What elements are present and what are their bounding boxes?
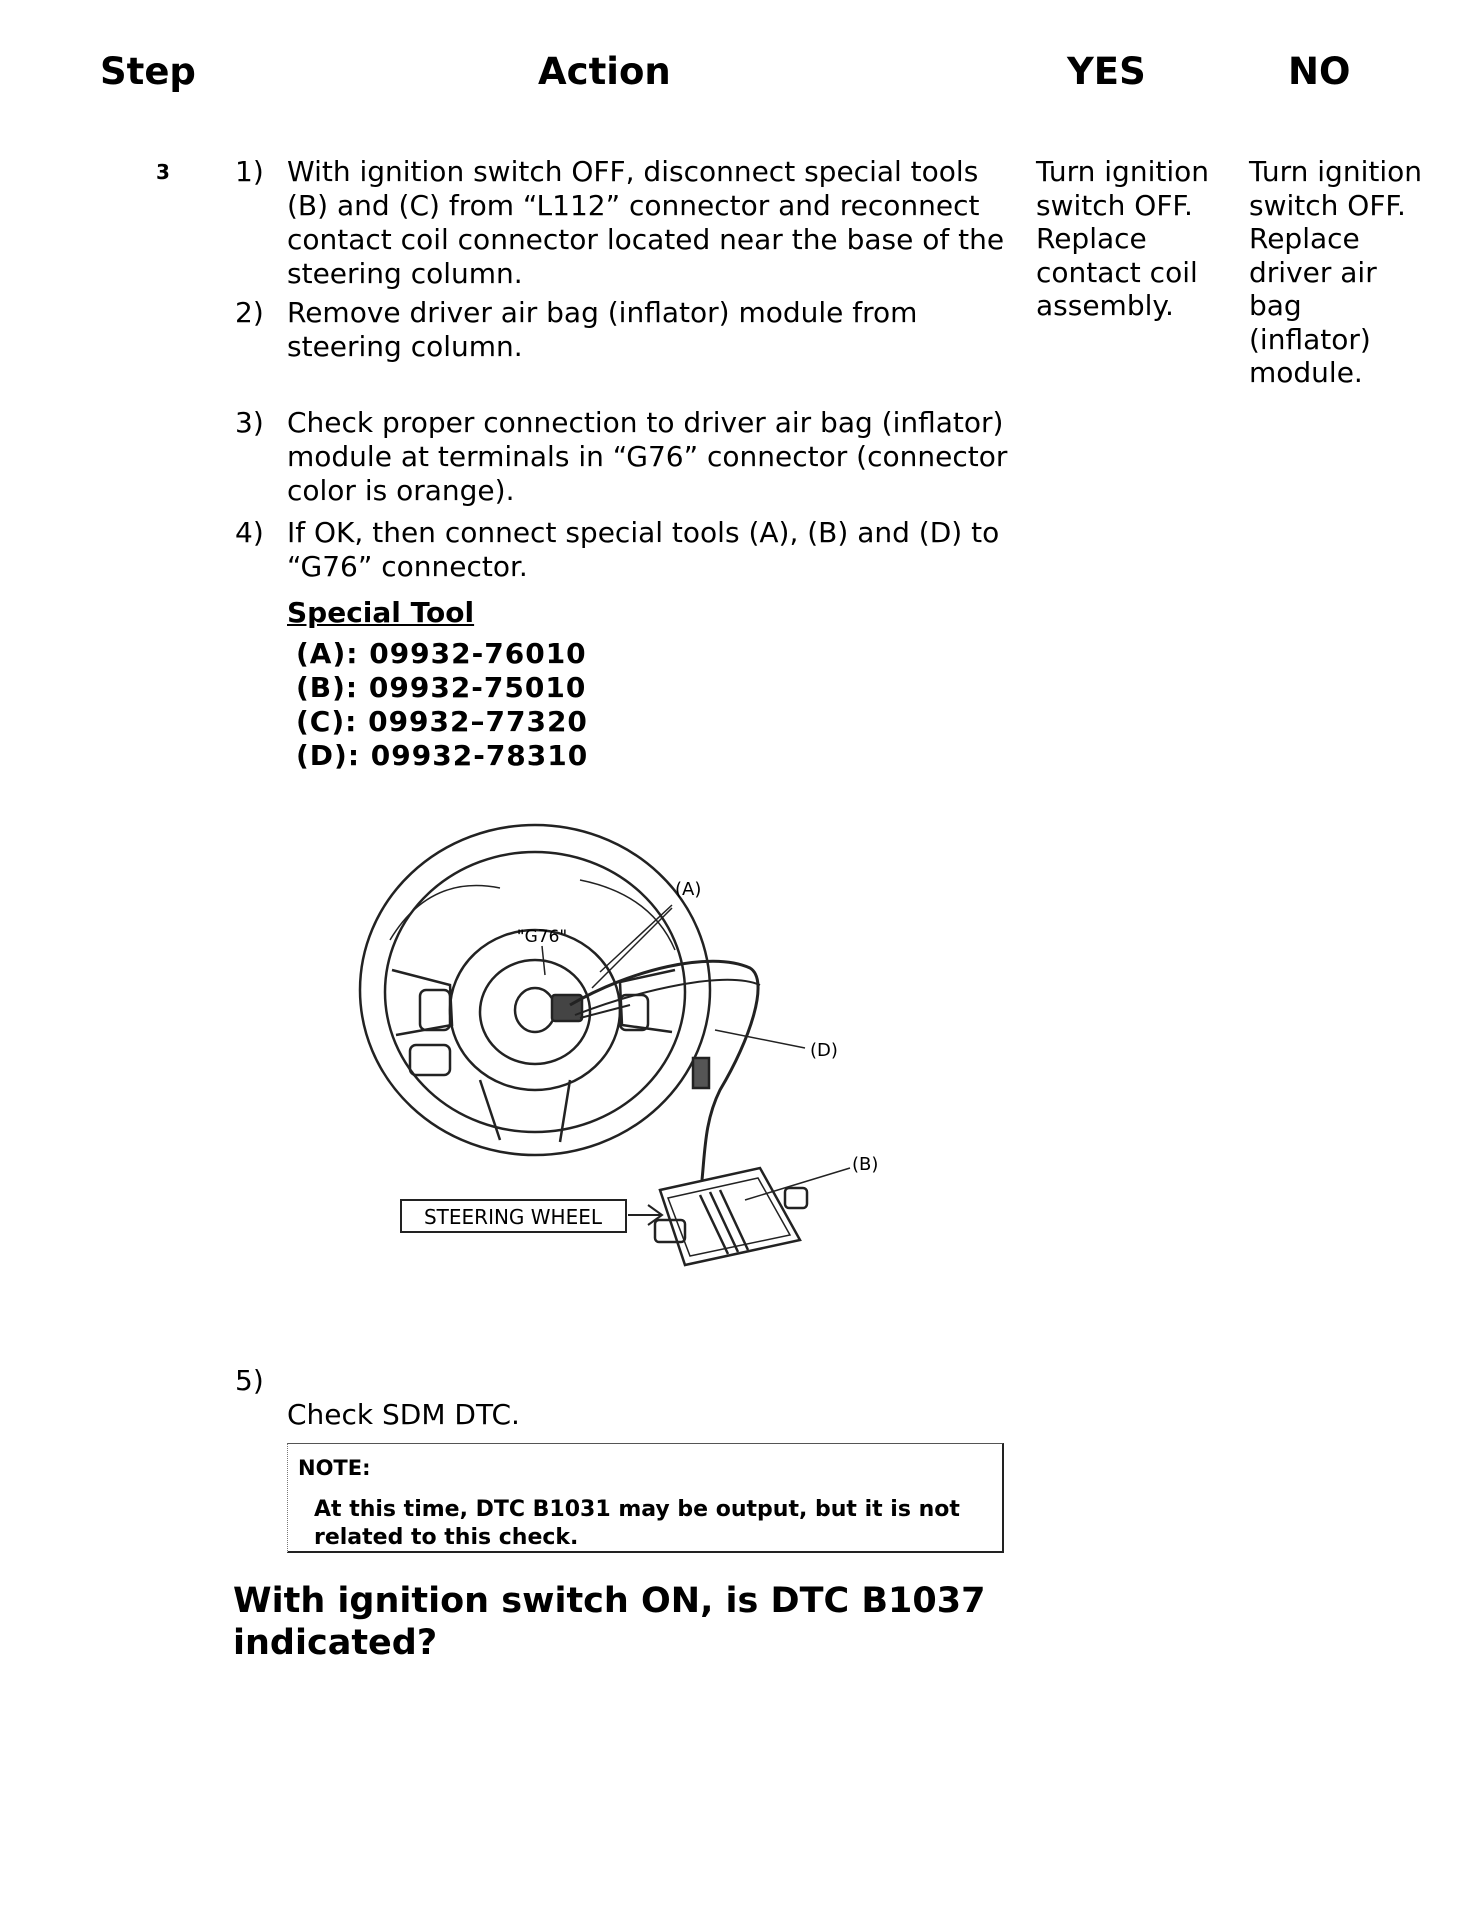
no-line: switch OFF.	[1249, 188, 1406, 222]
action-3-number: 3)	[235, 406, 264, 439]
yes-line: contact coil	[1036, 255, 1198, 289]
action-2-text: Remove driver air bag (inflator) module from steering column.	[287, 296, 918, 363]
header-no: NO	[1288, 50, 1351, 93]
label-b: (B)	[852, 1154, 879, 1175]
header-yes: YES	[1067, 50, 1146, 93]
header-action: Action	[538, 50, 671, 93]
yes-cell	[1036, 155, 1209, 323]
action-4-text: If OK, then connect special tools (A), (B) and (D) to “G76” connector.	[287, 516, 1000, 583]
header-step: Step	[100, 50, 196, 93]
note-text: At this time, DTC B1031 may be output, but it is not related to this check.	[314, 1497, 960, 1550]
label-a: (A)	[675, 879, 702, 900]
special-tool-c: (C): 09932–77320	[296, 705, 588, 738]
step-number: 3	[156, 160, 170, 184]
yes-line: Turn ignition	[1036, 155, 1209, 188]
note-box	[287, 1443, 1004, 1553]
action-1-text: With ignition switch OFF, disconnect special tools (B) and (C) from “L112” connector and reconnect contact coil connector located near the base of the steering column.	[287, 155, 1005, 290]
question-text: With ignition switch ON, is DTC B1037 indicated?	[233, 1581, 986, 1663]
special-tool-list	[296, 637, 588, 773]
no-line: Turn ignition	[1249, 155, 1422, 188]
yes-line: switch OFF.	[1036, 188, 1193, 222]
action-5-text: Check SDM DTC.	[287, 1398, 520, 1431]
no-line: bag	[1249, 289, 1302, 322]
label-steering-wheel: STEERING WHEEL	[423, 1205, 603, 1229]
no-line: Replace	[1249, 222, 1360, 255]
special-tool-b: (B): 09932-75010	[296, 671, 587, 704]
label-g76: "G76"	[516, 927, 568, 947]
action-3-text: Check proper connection to driver air bag (inflator) module at terminals in “G76” connector (connector color is orange).	[287, 406, 1008, 507]
special-tool-heading: Special Tool	[287, 596, 475, 629]
yes-line: assembly.	[1036, 289, 1174, 322]
note-title: NOTE:	[298, 1456, 371, 1480]
no-line: module.	[1249, 356, 1363, 389]
label-d: (D)	[810, 1040, 838, 1061]
steering-wheel-diagram	[330, 820, 970, 1300]
action-5-number: 5)	[235, 1364, 264, 1397]
special-tool-d: (D): 09932-78310	[296, 739, 589, 772]
no-line: driver air	[1249, 255, 1377, 289]
left-spoke	[392, 970, 452, 1035]
action-1-number: 1)	[235, 155, 264, 188]
hub-outer	[450, 930, 620, 1090]
no-line: (inflator)	[1249, 322, 1371, 356]
no-cell	[1249, 155, 1422, 390]
yes-line: Replace	[1036, 222, 1147, 255]
action-4-number: 4)	[235, 516, 264, 549]
action-2-number: 2)	[235, 296, 264, 329]
special-tool-a: (A): 09932-76010	[296, 637, 587, 670]
